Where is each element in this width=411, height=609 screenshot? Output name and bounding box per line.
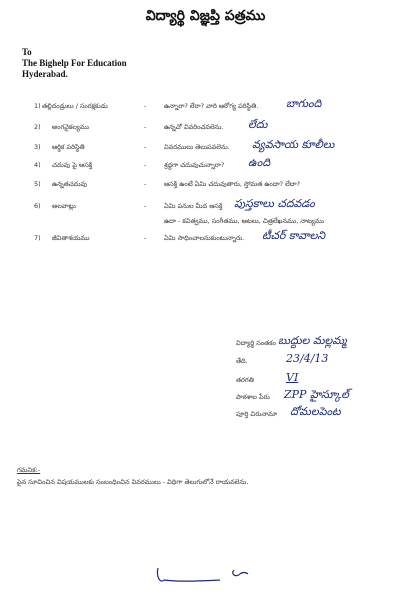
row-dash: - <box>144 202 147 210</box>
hobbies-example-line: ఉదా - కవిత్వము, సంగీతము, ఆటలు, చిత్రలేఖనము, నాట్యము <box>164 217 325 225</box>
form-row <box>0 98 411 114</box>
row-dash: - <box>144 161 147 169</box>
row-number: 5) <box>34 180 41 188</box>
row-field: తల్లిదండ్రులు / సంరక్షకుడు <box>42 102 108 110</box>
form-row <box>0 157 411 173</box>
form-row <box>0 198 411 214</box>
row-number: 1) <box>34 102 41 110</box>
row-number: 2) <box>34 123 41 131</box>
row-number: 4) <box>34 161 41 169</box>
row-answer: బాగుంది <box>286 97 322 110</box>
date-value: 23/4/13 <box>286 352 329 365</box>
row-answer: వ్యవసాయ కూలీలు <box>252 138 335 151</box>
form-row <box>0 176 411 192</box>
form-row <box>0 119 411 135</box>
row-field: ఆర్థిక పరిస్థితి <box>52 143 85 151</box>
address-label: పూర్తి చిరునామా <box>236 410 278 418</box>
row-prompt: వివరములు తెలుపవలెను. <box>164 143 230 151</box>
row-number: 6) <box>34 202 41 210</box>
row-field: జీవితాశయము <box>52 234 90 242</box>
row-dash: - <box>144 143 147 151</box>
row-number: 3) <box>34 143 41 151</box>
date-label: తేది. <box>236 357 248 365</box>
row-answer: ఉంది <box>248 156 271 169</box>
row-prompt: ఉన్నచో వివరించవలెను. <box>164 123 224 131</box>
row-prompt: ఏమి పనుల మీద ఆసక్తి <box>164 202 223 210</box>
class-label: తరగతి <box>236 376 254 384</box>
row-dash: - <box>144 180 147 188</box>
organization-name: The Bighelp For Education <box>22 58 127 68</box>
row-prompt: ఆసక్తి ఉంటే ఏమి చదువుతారు, స్తోమత ఉందా? లేదా? <box>164 180 300 188</box>
note-heading: గమనిక:- <box>17 466 41 474</box>
row-prompt: శ్రద్ధగా చదువుచున్నారా? <box>164 161 225 169</box>
row-field: అలవాట్లు <box>52 202 76 210</box>
row-dash: - <box>144 123 147 131</box>
row-dash: - <box>144 234 147 242</box>
student-signature-label: విద్యార్థి సంతకం <box>236 339 276 347</box>
row-answer: పుస్తకాలు చదవడం <box>234 197 315 210</box>
school-value: ZPP హైస్కూల్ <box>284 388 349 401</box>
address-value: దోమలపెంట <box>290 405 341 418</box>
to-label: To <box>22 47 32 57</box>
row-field: చదువు పై ఆసక్తి <box>52 161 93 169</box>
form-row <box>0 230 411 246</box>
row-field: ఉన్నతచదువు <box>52 180 88 188</box>
row-dash: - <box>144 102 147 110</box>
form-row <box>0 139 411 155</box>
school-label: పాఠశాల పేరు <box>236 393 270 401</box>
class-value: VI <box>286 371 299 384</box>
row-field: అంగవైకల్యము <box>52 123 90 131</box>
note-text: పైన సూచించిన విషయములకు సంబంధించిన వివరములు - విధిగా తెలుగులోనే రాయవలెను. <box>17 478 249 486</box>
addressee-block <box>22 47 127 80</box>
row-answer: టీచర్ కావాలని <box>262 229 326 242</box>
row-number: 7) <box>34 234 41 242</box>
bottom-signature-scribble <box>150 560 260 588</box>
row-answer: లేదు <box>248 118 268 131</box>
student-signature-value: బుద్దుల మల్లమ్మ <box>278 334 347 347</box>
page-title: విద్యార్థి విజ్ఞప్తి పత్రము <box>145 8 266 24</box>
organization-city: Hyderabad. <box>22 69 68 79</box>
row-prompt: ఉన్నారా? లేరా? వారి ఆరోగ్య పరిస్థితి. <box>164 102 259 110</box>
row-prompt: ఏమి సాధించాలనుకుంటున్నారు. <box>164 234 245 242</box>
